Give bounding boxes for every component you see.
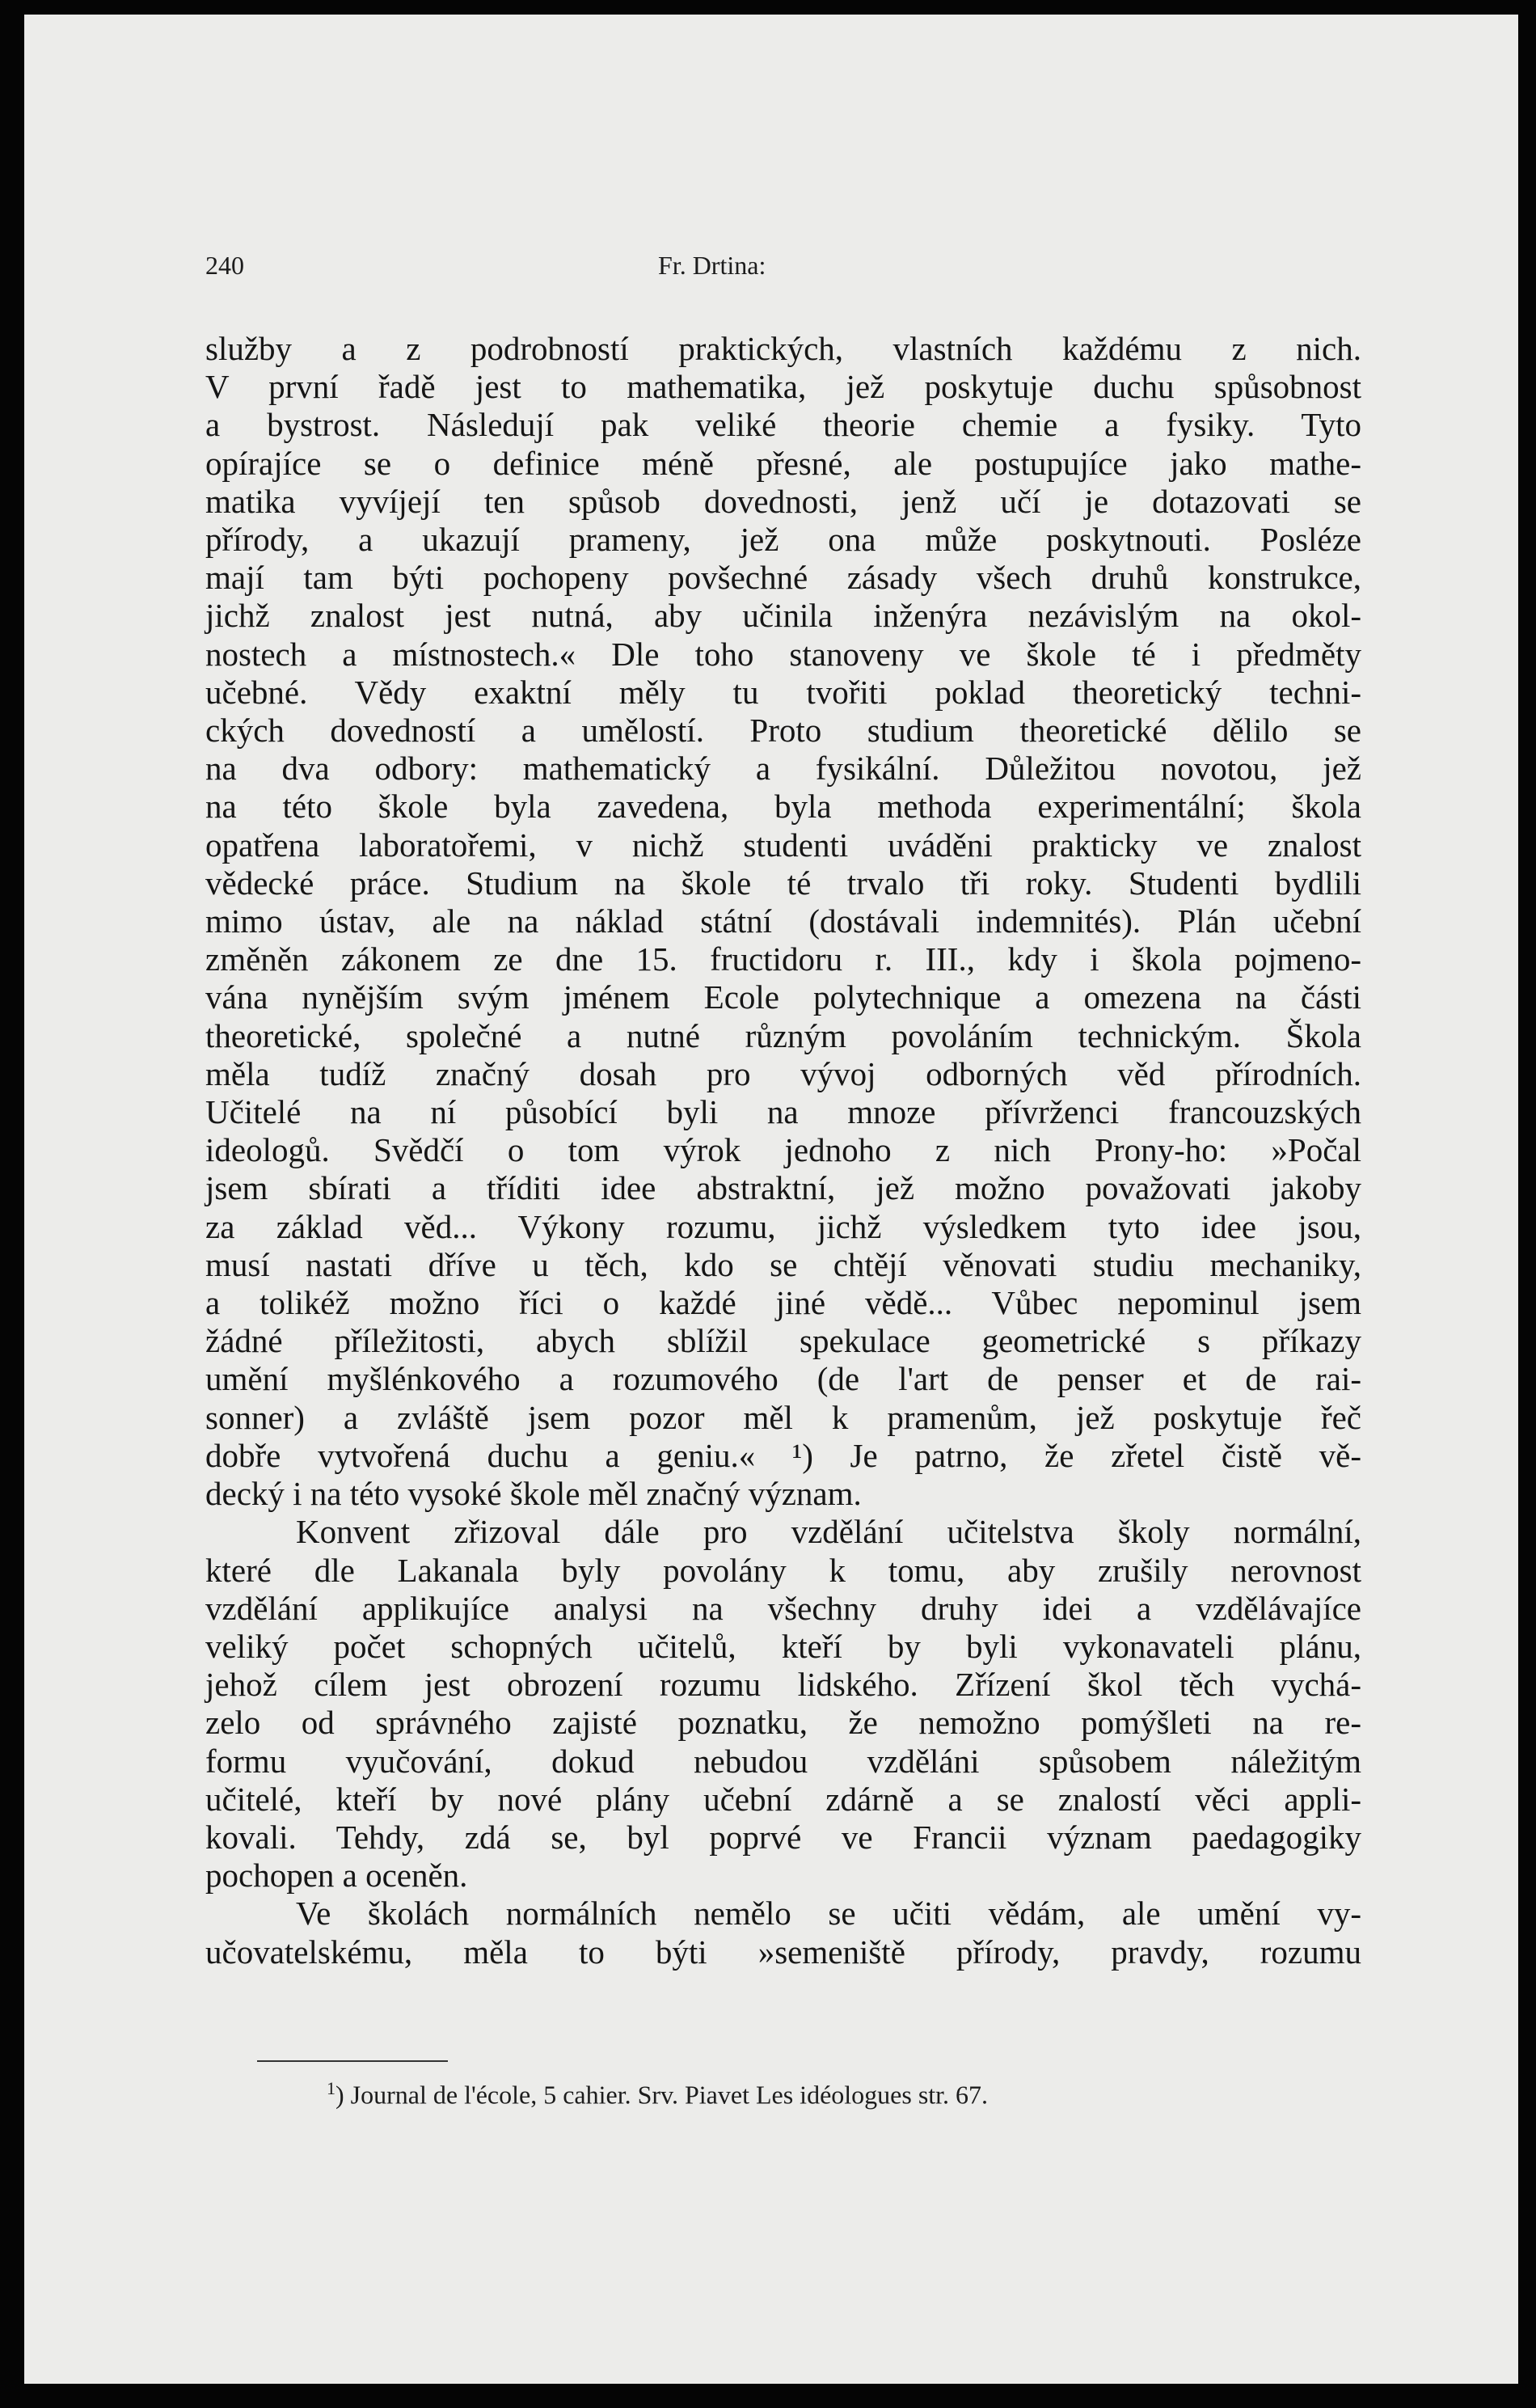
- text-line: opírajíce se o definice méně přesné, ale postupujíce jako mathe-: [205, 444, 1361, 482]
- text-line: a bystrost. Následují pak veliké theorie chemie a fysiky. Tyto: [205, 406, 1361, 444]
- text-line: matika vyvíjejí ten spůsob dovednosti, jenž učí je dotazovati se: [205, 482, 1361, 520]
- book-page: [24, 15, 1518, 2384]
- text-line: žádné příležitosti, abych sblížil spekulace geometrické s příkazy: [205, 1322, 1361, 1360]
- text-line: theoretické, společné a nutné různým povoláním technickým. Škola: [205, 1016, 1361, 1054]
- running-head: Fr. Drtina:: [658, 251, 766, 280]
- text-line: Konvent zřizoval dále pro vzdělání učitelstva školy normální,: [296, 1513, 1361, 1551]
- text-line: Ve školách normálních nemělo se učiti vědám, ale umění vy-: [296, 1895, 1361, 1933]
- text-line: jsem sbírati a tříditi idee abstraktní, jež možno považovati jakoby: [205, 1169, 1361, 1207]
- footnote-rule: [257, 2060, 448, 2062]
- text-line: za základ věd... Výkony rozumu, jichž výsledkem tyto idee jsou,: [205, 1207, 1361, 1245]
- footnote-text: ) Journal de l'école, 5 cahier. Srv. Piavet Les idéologues str. 67.: [335, 2080, 989, 2110]
- text-line: zelo od správného zajisté poznatku, že nemožno pomýšleti na re-: [205, 1704, 1361, 1742]
- text-line: kovali. Tehdy, zdá se, byl poprvé ve Francii význam paedagogiky: [205, 1818, 1361, 1856]
- text-line: V první řadě jest to mathematika, jež poskytuje duchu spůsobnost: [205, 368, 1361, 406]
- text-line: ideologů. Svědčí o tom výrok jednoho z nich Prony-ho: »Počal: [205, 1131, 1361, 1169]
- text-line: ckých dovedností a umělostí. Proto studium theoretické dělilo se: [205, 712, 1361, 750]
- text-line: veliký počet schopných učitelů, kteří by byli vykonavateli plánu,: [205, 1627, 1361, 1665]
- text-line: změněn zákonem ze dne 15. fructidoru r. III., kdy i škola pojmeno-: [205, 940, 1361, 978]
- text-line: učovatelskému, měla to býti »semeniště přírody, pravdy, rozumu: [205, 1933, 1361, 1971]
- text-line: musí nastati dříve u těch, kdo se chtějí věnovati studiu mechaniky,: [205, 1245, 1361, 1283]
- text-line: a tolikéž možno říci o každé jiné vědě... Vůbec nepominul jsem: [205, 1284, 1361, 1322]
- text-line: jichž znalost jest nutná, aby učinila inženýra nezávislým na okol-: [205, 597, 1361, 635]
- text-line: měla tudíž značný dosah pro vývoj odborných věd přírodních.: [205, 1054, 1361, 1092]
- text-line: Učitelé na ní působící byli na mnoze přívrženci francouzských: [205, 1093, 1361, 1131]
- text-line: mimo ústav, ale na náklad státní (dostávali indemnités). Plán učební: [205, 902, 1361, 940]
- text-line: přírody, a ukazují prameny, jež ona může poskytnouti. Posléze: [205, 521, 1361, 559]
- text-line: vána nynějším svým jménem Ecole polytechnique a omezena na části: [205, 978, 1361, 1016]
- text-line: nostech a místnostech.« Dle toho stanoveny ve škole té i předměty: [205, 635, 1361, 673]
- text-line: jehož cílem jest obrození rozumu lidského. Zřízení škol těch vychá-: [205, 1666, 1361, 1704]
- page-number: 240: [205, 251, 244, 280]
- text-line: umění myšlénkového a rozumového (de l'art de penser et de rai-: [205, 1360, 1361, 1398]
- footnote-marker: 1: [327, 2078, 335, 2098]
- text-line: vědecké práce. Studium na škole té trvalo tři roky. Studenti bydlili: [205, 864, 1361, 902]
- footnote: [327, 2078, 988, 2110]
- text-line: vzdělání applikujíce analysi na všechny druhy idei a vzdělávajíce: [205, 1589, 1361, 1627]
- text-line: učebné. Vědy exaktní měly tu tvořiti poklad theoretický techni-: [205, 673, 1361, 711]
- text-line: na této škole byla zavedena, byla methoda experimentální; škola: [205, 788, 1361, 826]
- text-line: sonner) a zvláště jsem pozor měl k pramenům, jež poskytuje řeč: [205, 1398, 1361, 1436]
- text-line: na dva odbory: mathematický a fysikální. Důležitou novotou, jež: [205, 750, 1361, 788]
- text-line: pochopen a oceněn.: [205, 1857, 468, 1895]
- text-line: dobře vytvořená duchu a geniu.« ¹) Je patrno, že zřetel čistě vě-: [205, 1436, 1361, 1474]
- text-line: decký i na této vysoké škole měl značný význam.: [205, 1475, 862, 1513]
- text-line: služby a z podrobností praktických, vlastních každému z nich.: [205, 330, 1361, 367]
- text-line: mají tam býti pochopeny povšechné zásady všech druhů konstrukce,: [205, 559, 1361, 597]
- body-text: [205, 330, 1361, 1971]
- text-line: které dle Lakanala byly povolány k tomu, aby zrušily nerovnost: [205, 1551, 1361, 1589]
- text-line: formu vyučování, dokud nebudou vzděláni spůsobem náležitým: [205, 1742, 1361, 1780]
- text-line: opatřena laboratořemi, v nichž studenti uváděni prakticky ve znalost: [205, 826, 1361, 864]
- text-line: učitelé, kteří by nové plány učební zdárně a se znalostí věci appli-: [205, 1780, 1361, 1818]
